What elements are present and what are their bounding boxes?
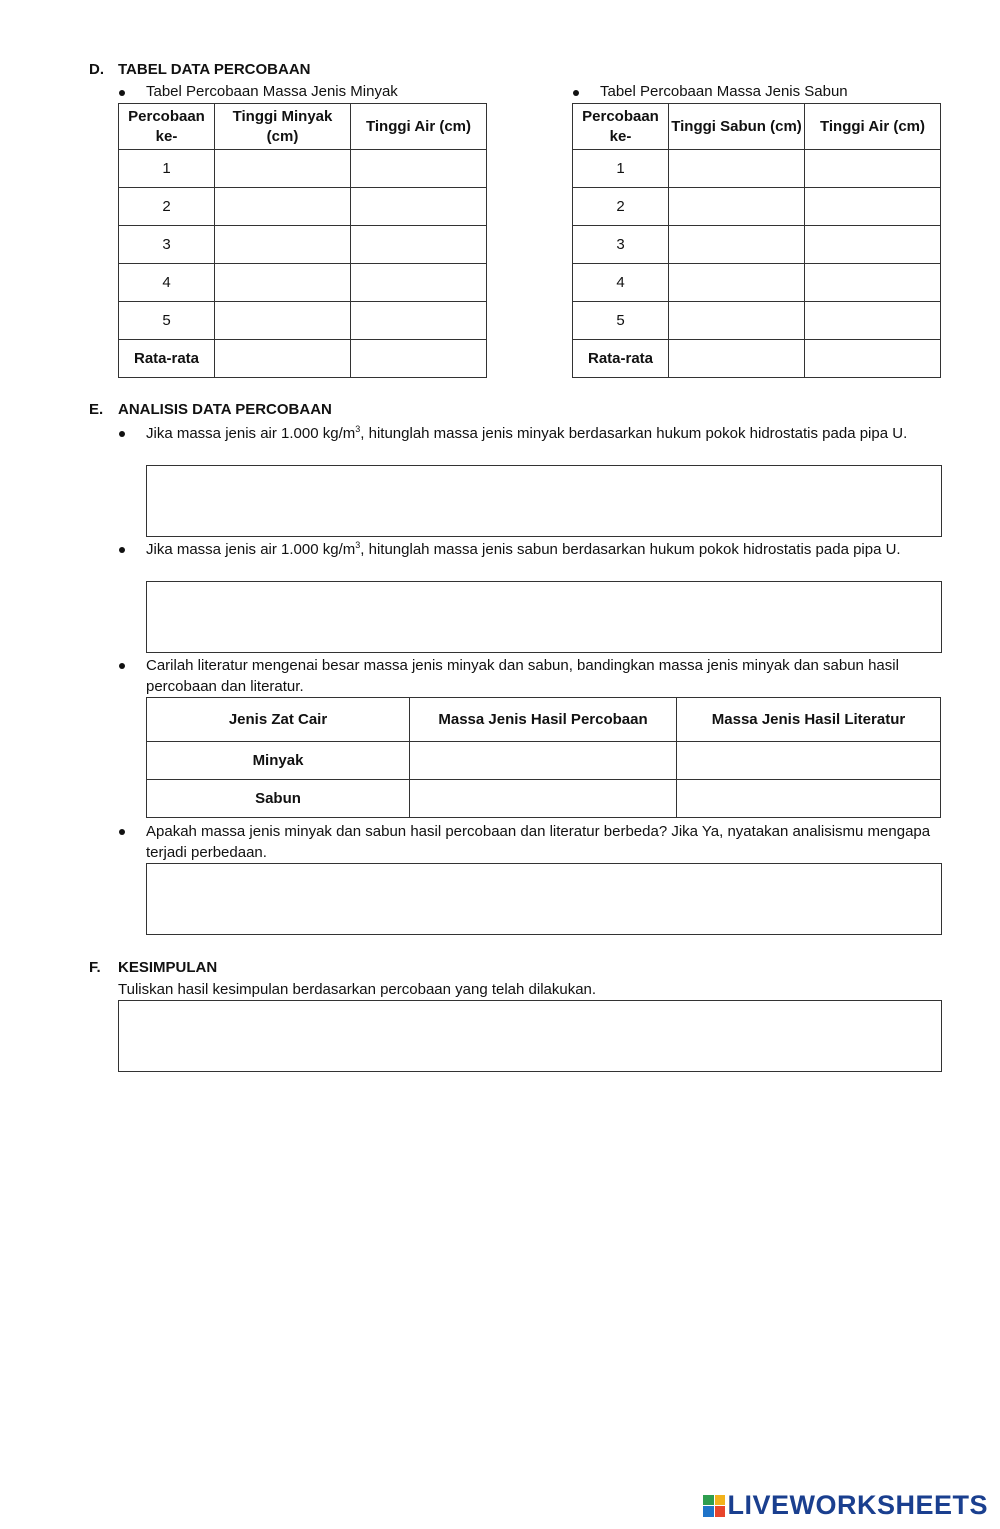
table-header: Tinggi Air (cm) bbox=[805, 104, 941, 150]
input-cell[interactable] bbox=[215, 188, 351, 226]
row-number: 3 bbox=[573, 226, 669, 264]
section-e-title: ANALISIS DATA PERCOBAAN bbox=[118, 401, 332, 418]
row-label-minyak: Minyak bbox=[147, 742, 410, 780]
input-cell[interactable] bbox=[669, 264, 805, 302]
row-number: 2 bbox=[573, 188, 669, 226]
input-cell[interactable] bbox=[669, 226, 805, 264]
question-2 bbox=[146, 539, 936, 560]
table-header: Tinggi Air (cm) bbox=[351, 104, 487, 150]
question-4: Apakah massa jenis minyak dan sabun hasil percobaan dan literatur berbeda? Jika Ya, nyatakan analisismu mengapa terjadi perbedaan. bbox=[146, 823, 931, 861]
row-number: 3 bbox=[119, 226, 215, 264]
input-cell[interactable] bbox=[669, 340, 805, 378]
table-header: Tinggi Sabun (cm) bbox=[669, 104, 805, 150]
input-cell[interactable] bbox=[805, 188, 941, 226]
conclusion-instruction: Tuliskan hasil kesimpulan berdasarkan percobaan yang telah dilakukan. bbox=[118, 981, 597, 998]
answer-box-4[interactable] bbox=[146, 863, 942, 935]
row-number: 4 bbox=[119, 264, 215, 302]
row-number: 2 bbox=[119, 188, 215, 226]
input-cell[interactable] bbox=[215, 340, 351, 378]
bullet-icon bbox=[119, 547, 125, 553]
superscript: 3 bbox=[355, 540, 361, 550]
row-number: 4 bbox=[573, 264, 669, 302]
question-1 bbox=[146, 423, 936, 444]
bullet-icon bbox=[573, 90, 579, 96]
bullet-icon bbox=[119, 431, 125, 437]
answer-box-conclusion[interactable] bbox=[118, 1000, 942, 1072]
input-cell[interactable] bbox=[215, 302, 351, 340]
question-1-text: Jika massa jenis air 1.000 kg/m bbox=[146, 425, 356, 442]
answer-box-2[interactable] bbox=[146, 581, 942, 653]
input-cell[interactable] bbox=[351, 340, 487, 378]
input-cell[interactable] bbox=[669, 188, 805, 226]
input-cell[interactable] bbox=[215, 226, 351, 264]
input-cell[interactable] bbox=[669, 150, 805, 188]
input-cell[interactable] bbox=[351, 264, 487, 302]
section-e-letter: E. bbox=[89, 401, 104, 418]
table-minyak-caption: Tabel Percobaan Massa Jenis Minyak bbox=[146, 83, 398, 100]
superscript: 3 bbox=[355, 424, 361, 434]
input-cell[interactable] bbox=[215, 264, 351, 302]
input-cell[interactable] bbox=[677, 780, 941, 818]
input-cell[interactable] bbox=[351, 150, 487, 188]
input-cell[interactable] bbox=[677, 742, 941, 780]
brand-name: LIVEWORKSHEETS bbox=[727, 1490, 988, 1520]
bullet-icon bbox=[119, 829, 125, 835]
table-minyak bbox=[118, 103, 487, 378]
input-cell[interactable] bbox=[215, 150, 351, 188]
section-f-letter: F. bbox=[89, 959, 101, 976]
logo-mark-icon bbox=[703, 1495, 725, 1517]
table-header: Jenis Zat Cair bbox=[147, 698, 410, 742]
input-cell[interactable] bbox=[410, 742, 677, 780]
row-number: 5 bbox=[573, 302, 669, 340]
question-2-text-cont: , hitunglah massa jenis sabun berdasarkan hukum pokok hidrostatis pada pipa U. bbox=[360, 541, 901, 558]
input-cell[interactable] bbox=[351, 302, 487, 340]
table-header: Percobaan ke- bbox=[119, 104, 215, 150]
input-cell[interactable] bbox=[351, 226, 487, 264]
comparison-table bbox=[146, 697, 941, 818]
liveworksheets-logo bbox=[703, 1490, 988, 1521]
row-number: 5 bbox=[119, 302, 215, 340]
table-header: Massa Jenis Hasil Literatur bbox=[677, 698, 941, 742]
section-d-title: TABEL DATA PERCOBAAN bbox=[118, 61, 311, 78]
input-cell[interactable] bbox=[805, 226, 941, 264]
input-cell[interactable] bbox=[669, 302, 805, 340]
bullet-icon bbox=[119, 90, 125, 96]
section-d-letter: D. bbox=[89, 61, 104, 78]
table-sabun bbox=[572, 103, 941, 378]
table-sabun-caption: Tabel Percobaan Massa Jenis Sabun bbox=[600, 83, 848, 100]
row-label-sabun: Sabun bbox=[147, 780, 410, 818]
question-3: Carilah literatur mengenai besar massa jenis minyak dan sabun, bandingkan massa jenis minyak dan sabun hasil percobaan dan literatur. bbox=[146, 657, 899, 695]
input-cell[interactable] bbox=[805, 302, 941, 340]
input-cell[interactable] bbox=[351, 188, 487, 226]
section-f-title: KESIMPULAN bbox=[118, 959, 218, 976]
question-2-text: Jika massa jenis air 1.000 kg/m bbox=[146, 541, 356, 558]
row-number: 1 bbox=[119, 150, 215, 188]
input-cell[interactable] bbox=[410, 780, 677, 818]
input-cell[interactable] bbox=[805, 264, 941, 302]
question-1-text-cont: , hitunglah massa jenis minyak berdasarkan hukum pokok hidrostatis pada pipa U. bbox=[360, 425, 908, 442]
table-header: Percobaan ke- bbox=[573, 104, 669, 150]
table-header: Tinggi Minyak (cm) bbox=[215, 104, 351, 150]
bullet-icon bbox=[119, 663, 125, 669]
row-average-label: Rata-rata bbox=[573, 340, 669, 378]
row-average-label: Rata-rata bbox=[119, 340, 215, 378]
input-cell[interactable] bbox=[805, 150, 941, 188]
table-header: Massa Jenis Hasil Percobaan bbox=[410, 698, 677, 742]
answer-box-1[interactable] bbox=[146, 465, 942, 537]
input-cell[interactable] bbox=[805, 340, 941, 378]
row-number: 1 bbox=[573, 150, 669, 188]
